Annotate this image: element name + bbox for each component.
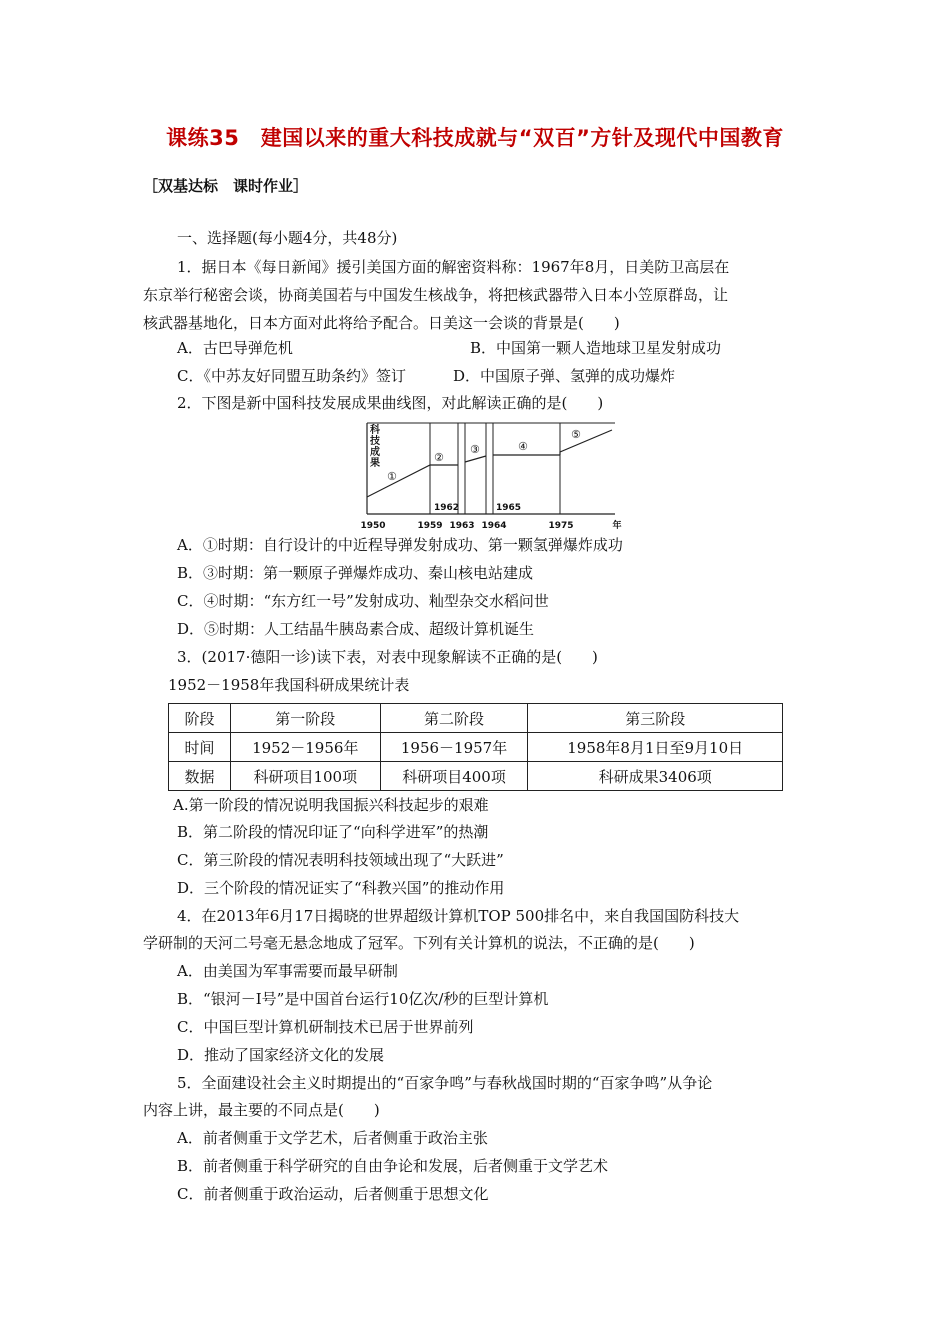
q2-option-c[interactable]: C．④时期：“东方红一号”发射成功、籼型杂交水稻问世 (177, 592, 549, 610)
section-heading: 一、选择题(每小题4分，共48分) (177, 229, 398, 247)
q4-option-b[interactable]: B．“银河－Ⅰ号”是中国首台运行10亿次/秒的巨型计算机 (177, 990, 549, 1008)
q4-option-d[interactable]: D．推动了国家经济文化的发展 (177, 1046, 385, 1064)
svg-text:成: 成 (370, 447, 380, 458)
q3-option-b[interactable]: B．第二阶段的情况印证了“向科学进军”的热潮 (177, 823, 489, 841)
q5-option-c[interactable]: C．前者侧重于政治运动，后者侧重于思想文化 (177, 1185, 489, 1203)
x-tick-1963: 1963 (449, 521, 475, 531)
q3-stem: 3．(2017·德阳一诊)读下表，对表中现象解读不正确的是( ) (177, 648, 598, 666)
table-row (169, 733, 783, 762)
x-axis-unit: 年 (612, 521, 622, 531)
svg-text:科: 科 (370, 425, 380, 436)
x-tick-1950: 1950 (360, 521, 386, 531)
table-cell: 1956－1957年 (380, 733, 528, 762)
table-row (169, 762, 783, 791)
table-cell: 时间 (169, 733, 231, 762)
curve-period-3 (465, 456, 486, 462)
q1-option-b[interactable]: B．中国第一颗人造地球卫星发射成功 (470, 339, 722, 357)
inner-label-1962: 1962 (434, 503, 460, 513)
q1-stem-line-3: 核武器基地化，日本方面对此将给予配合。日美这一会谈的背景是( ) (143, 314, 620, 332)
x-tick-1964: 1964 (481, 521, 507, 531)
table-header-cell: 第一阶段 (230, 704, 380, 733)
period-marker-5: ⑤ (571, 428, 581, 441)
q2-stem: 2．下图是新中国科技发展成果曲线图，对此解读正确的是( ) (177, 394, 604, 412)
q1-option-d[interactable]: D．中国原子弹、氢弹的成功爆炸 (453, 367, 676, 385)
q4-stem-line-1: 4．在2013年6月17日揭晓的世界超级计算机TOP 500排名中，来自我国国防科技大 (177, 907, 740, 925)
table-header-cell: 阶段 (169, 704, 231, 733)
research-stats-table (168, 703, 783, 791)
q2-option-d[interactable]: D．⑤时期：人工结晶牛胰岛素合成、超级计算机诞生 (177, 620, 535, 638)
period-marker-4: ④ (518, 440, 528, 453)
section-subheading: ［双基达标 课时作业］ (143, 177, 309, 195)
table-header-cell: 第二阶段 (380, 704, 528, 733)
inner-label-1965: 1965 (496, 503, 522, 513)
q1-stem-line-1: 1．据日本《每日新闻》援引美国方面的解密资料称：1967年8月，日美防卫高层在 (177, 258, 730, 276)
q5-stem-line-1: 5．全面建设社会主义时期提出的“百家争鸣”与春秋战国时期的“百家争鸣”从争论 (177, 1074, 713, 1092)
page-title: 课练35 建国以来的重大科技成就与“双百”方针及现代中国教育 (166, 126, 784, 150)
curve-period-1-2 (367, 465, 458, 497)
q3-table-title: 1952－1958年我国科研成果统计表 (168, 676, 410, 694)
q5-stem-line-2: 内容上讲，最主要的不同点是( ) (143, 1101, 380, 1119)
q1-stem-line-2: 东京举行秘密会谈，协商美国若与中国发生核战争，将把核武器带入日本小笠原群岛，让 (143, 286, 729, 304)
svg-text:果: 果 (370, 458, 380, 469)
q2-option-a[interactable]: A．①时期：自行设计的中近程导弹发射成功、第一颗氢弹爆炸成功 (177, 536, 623, 554)
q5-option-a[interactable]: A．前者侧重于文学艺术，后者侧重于政治主张 (177, 1129, 488, 1147)
y-axis-label (369, 423, 381, 469)
q4-option-c[interactable]: C．中国巨型计算机研制技术已居于世界前列 (177, 1018, 474, 1036)
science-achievement-chart (355, 420, 630, 532)
svg-text:技: 技 (370, 436, 380, 447)
table-cell: 1952－1956年 (230, 733, 380, 762)
table-cell: 科研项目400项 (380, 762, 528, 791)
table-cell: 科研项目100项 (230, 762, 380, 791)
x-tick-1975: 1975 (548, 521, 574, 531)
table-header-cell: 第三阶段 (528, 704, 783, 733)
period-marker-3: ③ (470, 443, 480, 456)
table-header-row (169, 704, 783, 733)
table-cell: 数据 (169, 762, 231, 791)
q1-option-a[interactable]: A．古巴导弹危机 (177, 339, 293, 357)
q3-option-c[interactable]: C．第三阶段的情况表明科技领域出现了“大跃进” (177, 851, 504, 869)
q3-option-d[interactable]: D．三个阶段的情况证实了“科教兴国”的推动作用 (177, 879, 505, 897)
table-cell: 科研成果3406项 (528, 762, 783, 791)
table-cell: 1958年8月1日至9月10日 (528, 733, 783, 762)
q4-option-a[interactable]: A．由美国为军事需要而最早研制 (177, 962, 398, 980)
period-marker-1: ① (387, 470, 397, 483)
curve-period-5 (560, 430, 612, 455)
q2-option-b[interactable]: B．③时期：第一颗原子弹爆炸成功、秦山核电站建成 (177, 564, 534, 582)
q3-option-a[interactable]: A.第一阶段的情况说明我国振兴科技起步的艰难 (173, 796, 489, 814)
q4-stem-line-2: 学研制的天河二号毫无悬念地成了冠军。下列有关计算机的说法，不正确的是( ) (143, 934, 695, 952)
x-tick-1959: 1959 (417, 521, 443, 531)
q5-option-b[interactable]: B．前者侧重于科学研究的自由争论和发展，后者侧重于文学艺术 (177, 1157, 609, 1175)
period-marker-2: ② (434, 451, 444, 464)
q1-option-c[interactable]: C．《中苏友好同盟互助条约》签订 (177, 367, 406, 385)
